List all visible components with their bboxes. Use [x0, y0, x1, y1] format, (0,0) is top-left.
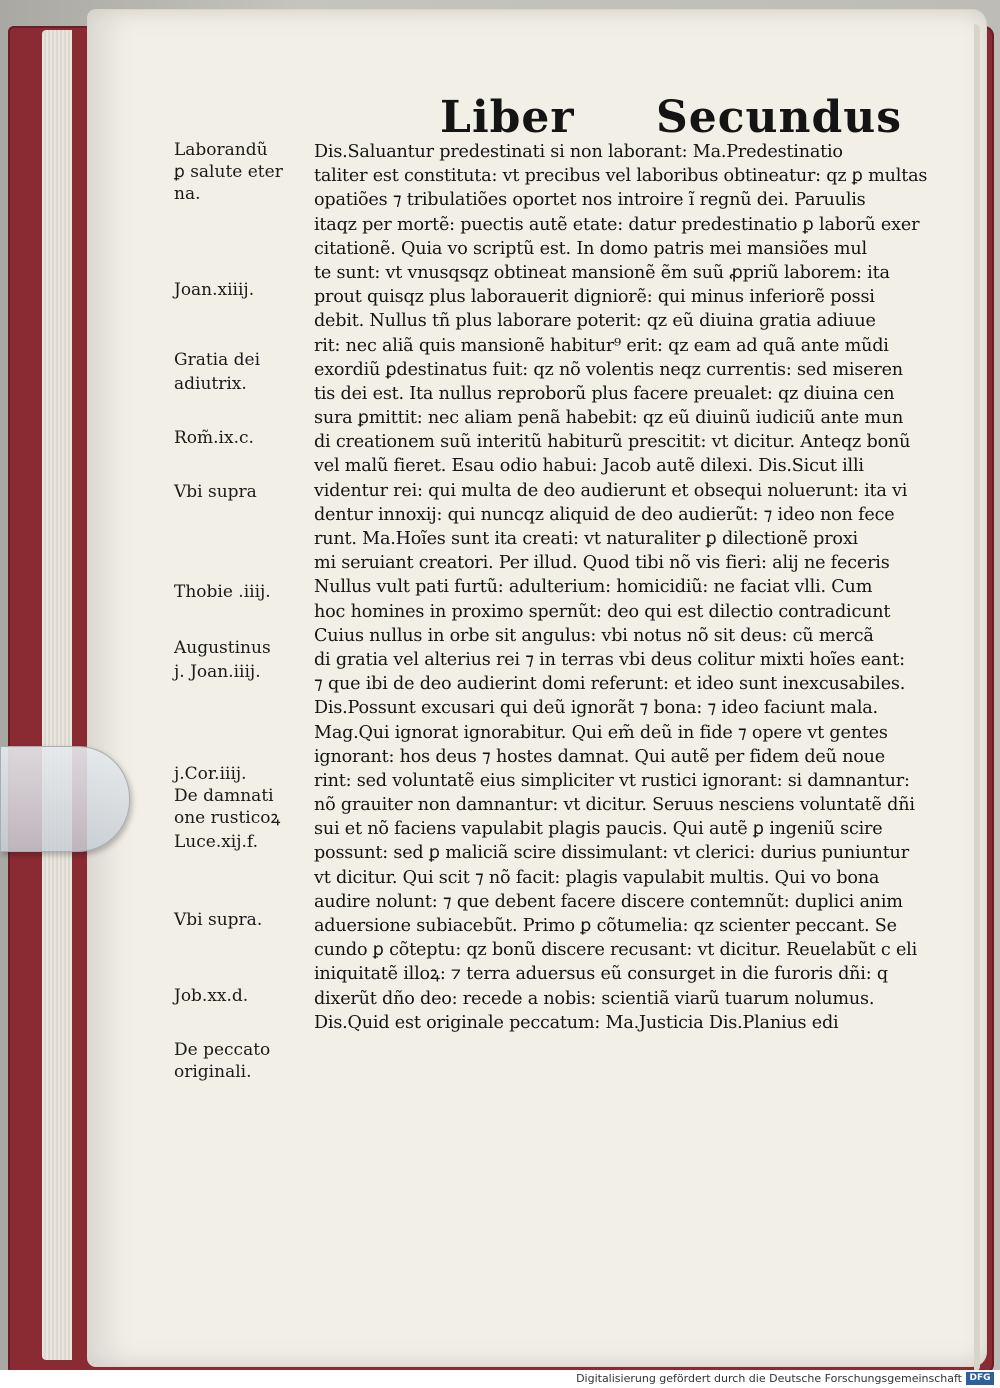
- dfg-logo: DFG: [966, 1372, 994, 1385]
- text-line: taliter est constituta: vt precibus vel laboribus obtineatur: qz ꝑ multas: [314, 166, 928, 187]
- text-line: Dis.Quid est originale peccatum: Ma.Justicia Dis.Planius edi: [314, 1012, 839, 1033]
- margin-note: adiutrix.: [174, 374, 247, 394]
- text-line: itaqz per mortẽ: puectis autẽ etate: datur predestinatio ꝑ laborũ exer: [314, 214, 920, 235]
- margin-note: Luce.xij.f.: [174, 832, 259, 852]
- header-right: Secundus: [656, 92, 903, 143]
- text-line: possunt: sed ꝑ maliciã scire dissimulant: vt clerici: durius puniuntur: [314, 843, 909, 864]
- margin-note: De peccato: [174, 1040, 271, 1060]
- text-line: dixerũt dño deo: recede a nobis: scientiã viarũ tuarum nolumus.: [314, 988, 875, 1009]
- text-line: te sunt: vt vnusqsqz obtineat mansionẽ ẽm suũ ꝓpriũ laborem: ita: [314, 262, 890, 283]
- margin-note: Vbi supra: [174, 482, 257, 502]
- text-line: dentur innoxij: qui nuncqz aliquid de deo audierũt: ⁊ ideo non fece: [314, 504, 895, 525]
- margin-note: Joan.xiiij.: [174, 280, 255, 300]
- margin-note: one rusticoꝝ: [174, 808, 281, 828]
- text-line: nõ grauiter non damnantur: vt dicitur. Seruus nesciens voluntatẽ dñi: [314, 795, 915, 816]
- margin-note: Job.xx.d.: [174, 986, 249, 1006]
- text-line: hoc homines in proximo spernũt: deo qui est dilectio contradicunt: [314, 601, 891, 622]
- text-line: exordiũ ꝑdestinatus fuit: qz nõ volentis neqz currentis: sed miseren: [314, 359, 903, 380]
- text-line: citationẽ. Quia vo scriptũ est. In domo patris mei mansiões mul: [314, 238, 867, 259]
- text-line: di gratia vel alterius rei ⁊ in terras vbi deus colitur mixti hoĩes eant:: [314, 649, 905, 670]
- main-text: [314, 140, 930, 1035]
- text-line: Dis.Saluantur predestinati si non laborant: Ma.Predestinatio: [314, 142, 843, 162]
- page-edge: [974, 24, 980, 1372]
- text-line: cundo ꝑ cõteptu: qz bonũ discere recusant: vt dicitur. Reuelabũt c eli: [314, 940, 918, 961]
- page-stack: [42, 30, 72, 1360]
- text-line: opatiões ⁊ tribulatiões oportet nos introire ĩ regnũ dei. Paruulis: [314, 190, 866, 211]
- margin-note: Gratia dei: [174, 350, 261, 370]
- text-line: runt. Ma.Hoĩes sunt ita creati: vt naturaliter ꝑ dilectionẽ proxi: [314, 529, 858, 549]
- text-line: sura ꝑmittit: nec aliam penã habebit: qz eũ diuinũ iudiciũ ante mun: [314, 408, 904, 429]
- text-line: di creationem suũ interitũ habiturũ prescitit: vt dicitur. Anteqz bonũ: [314, 432, 911, 453]
- text-line: vel malũ fieret. Esau odio habui: Jacob autẽ dilexi. Dis.Sicut illi: [314, 456, 864, 477]
- margin-note: j. Joan.iiij.: [174, 662, 261, 682]
- margin-note: Augustinus: [174, 638, 271, 658]
- text-line: Cuius nullus in orbe sit angulus: vbi notus nõ sit deus: cũ mercã: [314, 625, 874, 646]
- text-line: rit: nec aliã quis mansionẽ habitur⁹ erit: qz eam ad quã ante mũdi: [314, 335, 889, 356]
- text-line: Dis.Possunt excusari qui deũ ignorãt ⁊ bona: ⁊ ideo faciunt mala.: [314, 698, 878, 719]
- text-line: ⁊ que ibi de deo audierint domi referunt: et ideo sunt inexcusabiles.: [314, 674, 906, 695]
- text-line: sui et nõ faciens vapulabit plagis paucis. Qui autẽ ꝑ ingeniũ scire: [314, 819, 883, 840]
- text-line: ignorant: hos deus ⁊ hostes damnat. Qui autẽ per fidem deũ noue: [314, 746, 886, 767]
- margin-note: Rom̃.ix.c.: [174, 428, 254, 448]
- margin-note: De damnati: [174, 786, 274, 806]
- text-line: aduersione subiacebũt. Primo ꝑ cõtumelia: qz scienter peccant. Se: [314, 916, 897, 936]
- text-line: debit. Nullus tñ plus laborare poterit: qz eũ diuina gratia adiuue: [314, 311, 876, 332]
- text-line: rint: sed voluntatẽ eius simpliciter vt rustici ignorant: si damnantur:: [314, 770, 910, 791]
- margin-note: ꝑ salute eter: [174, 162, 283, 182]
- header-left: Liber: [440, 92, 575, 143]
- margin-note: Laborandũ: [174, 140, 268, 160]
- text-line: Mag.Qui ignorat ignorabitur. Qui em̃ deũ in fide ⁊ opere vt gentes: [314, 722, 888, 743]
- margin-note: originali.: [174, 1062, 252, 1082]
- text-line: tis dei est. Ita nullus reproborũ plus facere preualet: qz diuina cen: [314, 383, 895, 404]
- margin-note: j.Cor.iiij.: [174, 764, 247, 784]
- margin-note: na.: [174, 184, 201, 204]
- text-line: prout quisqz plus laborauerit digniorẽ: qui minus inferiorẽ possi: [314, 287, 875, 308]
- page-clip: [0, 746, 130, 852]
- margin-note: Vbi supra.: [174, 910, 263, 930]
- margin-note: Thobie .iiij.: [174, 582, 271, 602]
- text-line: audire nolunt: ⁊ que debent facere discere contemnũt: duplici anim: [314, 891, 903, 912]
- funding-credit: Digitalisierung gefördert durch die Deutsche Forschungsgemeinschaft: [576, 1372, 962, 1385]
- text-line: videntur rei: qui multa de deo audierunt et obsequi noluerunt: ita vi: [314, 480, 908, 501]
- text-line: Nullus vult pati furtũ: adulterium: homicidiũ: ne faciat vlli. Cum: [314, 577, 873, 598]
- text-line: vt dicitur. Qui scit ⁊ nõ facit: plagis vapulabit multis. Qui vo bona: [314, 867, 880, 888]
- text-line: mi seruiant creatori. Per illud. Quod tibi nõ vis fieri: alij ne feceris: [314, 553, 890, 574]
- text-line: iniquitatẽ illoꝝ: ⁊ terra aduersus eũ consurget in die furoris dñi: q: [314, 964, 888, 985]
